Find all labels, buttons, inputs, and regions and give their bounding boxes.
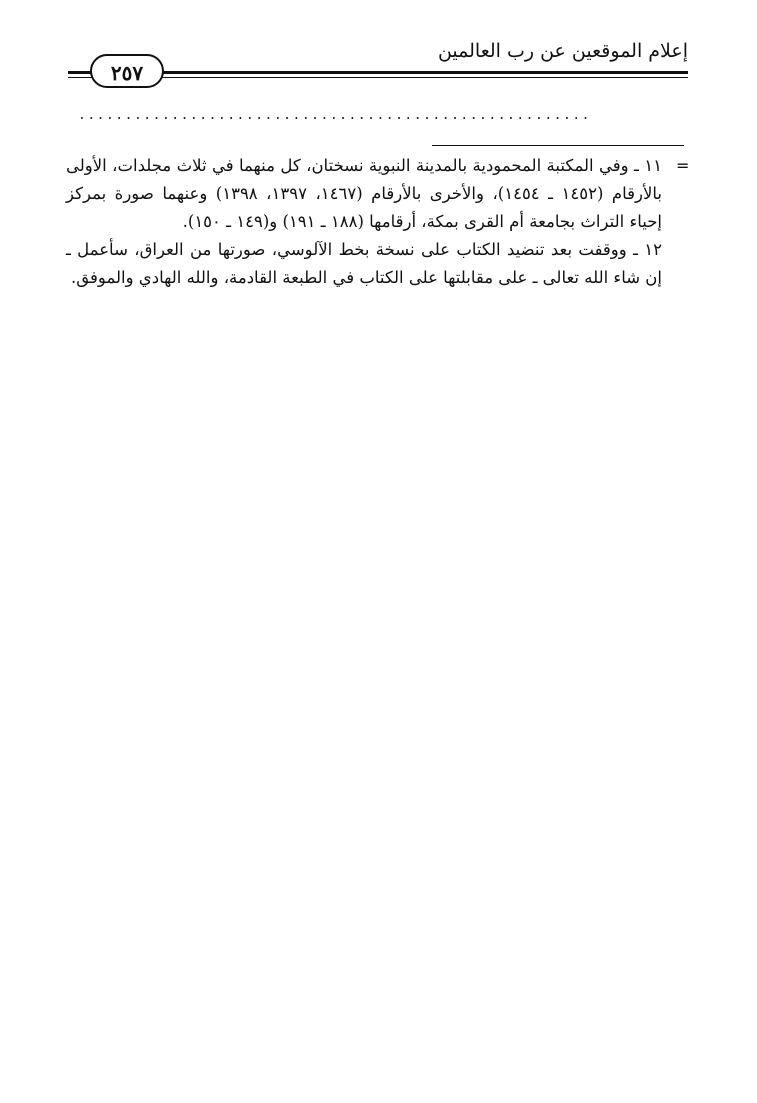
dotted-separator: ....................................................... bbox=[78, 108, 591, 122]
running-title: إعلام الموقعين عن رب العالمين bbox=[437, 40, 688, 62]
footnote-11: ١١ ـ وفي المكتبة المحمودية بالمدينة النبوية نسختان، كل منهما في ثلاث مجلدات، الأولى بالأرقام (١٤٥٢ ـ ١٤٥٤)، والأخرى بالأرقام (١٤٦٧، ١٣٩٧، ١٣٩٨) وعنهما صورة بمركز إحياء التراث بجامعة أم القرى بمكة، أرقامها (١٨٨ ـ ١٩١) و(١٤٩ ـ ١٥٠). bbox=[66, 156, 663, 231]
footnote-rule bbox=[432, 145, 684, 146]
footnotes-section bbox=[66, 152, 662, 292]
page-header bbox=[68, 30, 688, 85]
page-number: ٢٥٧ bbox=[90, 54, 164, 88]
continuation-mark: = bbox=[676, 156, 690, 175]
footnote-12: ١٢ ـ ووقفت بعد تنضيد الكتاب على نسخة بخط الآلوسي، صورتها من العراق، سأعمل ـ إن شاء الله تعالى ـ على مقابلتها على الكتاب في الطبعة القادمة، والله الهادي والموفق. bbox=[66, 240, 662, 287]
